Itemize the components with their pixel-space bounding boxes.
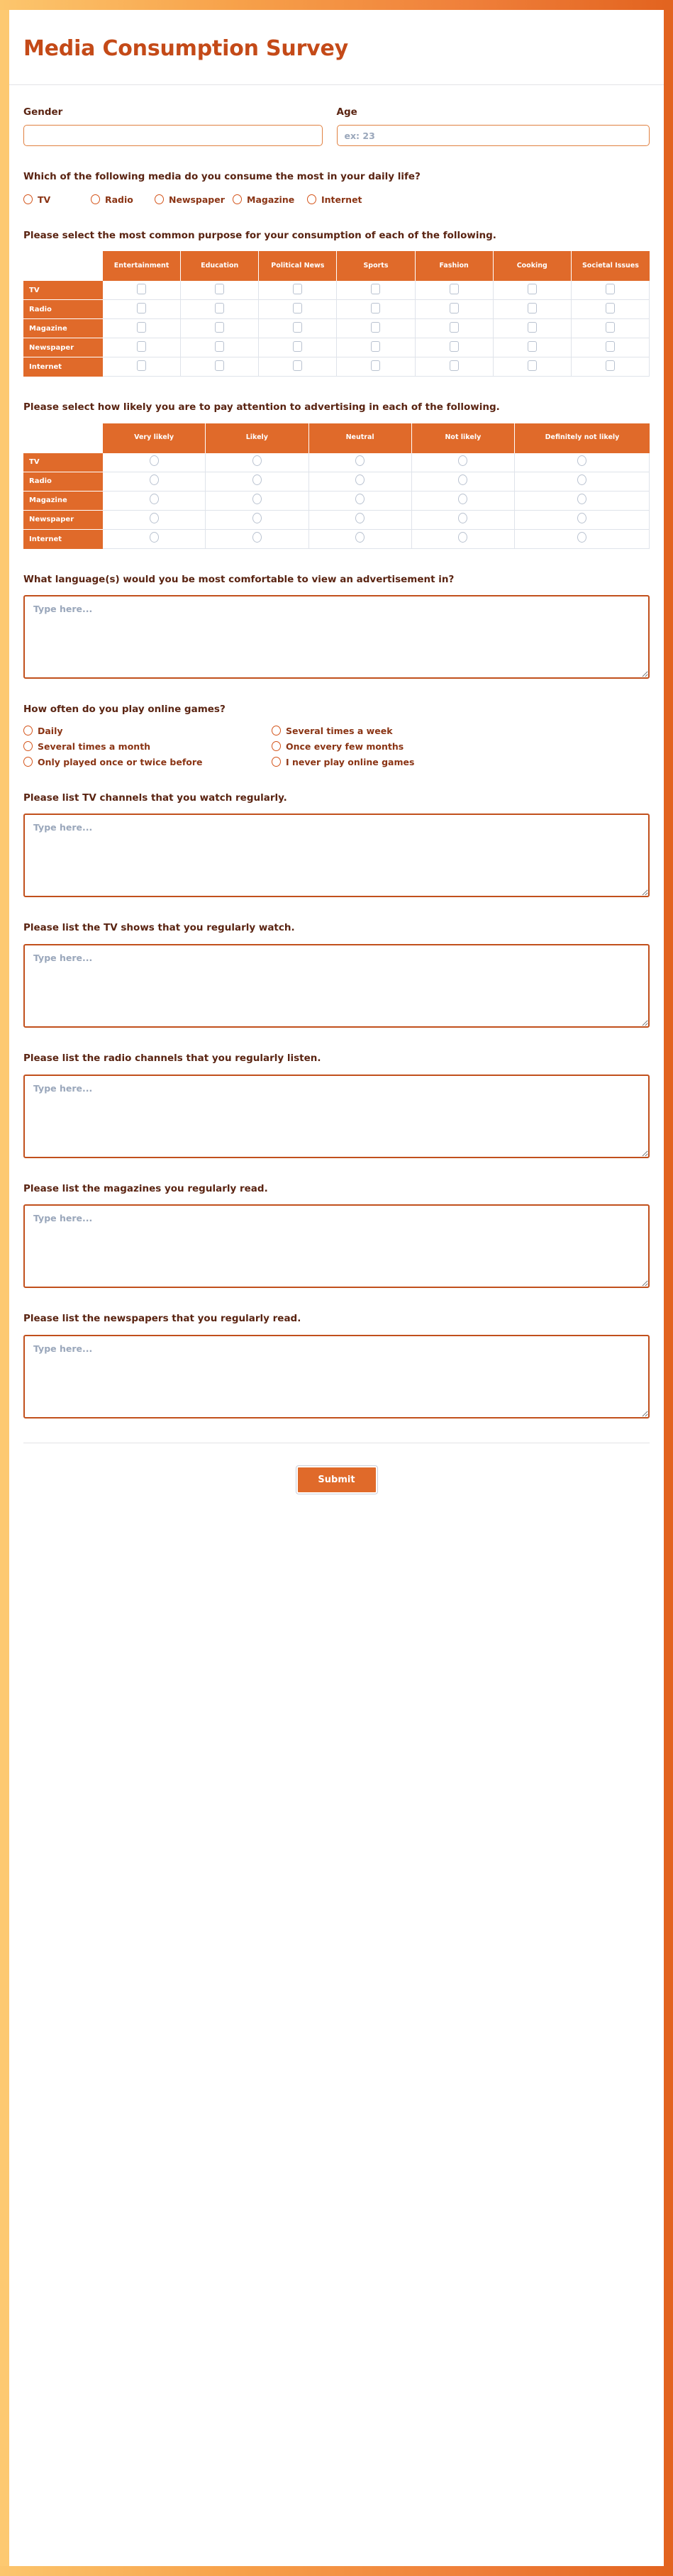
matrix-cell[interactable] <box>206 472 308 492</box>
question-label: Please list the radio channels that you regularly listen. <box>23 1052 321 1064</box>
identity-row <box>23 106 650 146</box>
matrix-cell[interactable] <box>309 511 412 530</box>
checkbox-tv-cooking[interactable] <box>528 284 537 294</box>
language-textarea[interactable] <box>23 595 650 679</box>
survey-header <box>9 10 664 85</box>
matrix-cell[interactable] <box>515 453 650 472</box>
matrix-cell[interactable] <box>181 357 259 377</box>
matrix-cell[interactable] <box>412 453 515 472</box>
matrix-cell[interactable] <box>259 319 337 338</box>
radio-option-radio[interactable] <box>91 194 155 205</box>
row-header-tv: TV <box>23 453 103 472</box>
question-label: How often do you play online games? <box>23 704 226 716</box>
table-row <box>23 300 650 319</box>
radio-circle-icon <box>272 757 281 767</box>
column-header-fashion: Fashion <box>416 251 494 281</box>
radio-option-internet[interactable] <box>307 194 362 205</box>
row-header-internet: Internet <box>23 530 103 549</box>
matrix-cell[interactable] <box>337 319 415 338</box>
matrix-cell[interactable] <box>259 357 337 377</box>
table-header-row <box>23 423 650 453</box>
table-row <box>23 511 650 530</box>
radio-circle-icon <box>307 194 316 204</box>
matrix-cell[interactable] <box>103 530 206 549</box>
radio-option-newspaper[interactable] <box>155 194 233 205</box>
column-header-political-news: Political News <box>259 251 337 281</box>
matrix-cell[interactable] <box>416 357 494 377</box>
matrix-cell[interactable] <box>309 472 412 492</box>
page-title: Media Consumption Survey <box>23 36 349 61</box>
matrix-cell[interactable] <box>103 338 181 357</box>
question-radio-channels <box>23 1052 650 1158</box>
matrix-cell[interactable] <box>572 357 650 377</box>
checkbox-magazine-fashion[interactable] <box>450 322 459 333</box>
checkbox-internet-fashion[interactable] <box>450 360 459 371</box>
matrix-cell[interactable] <box>412 472 515 492</box>
question-tv-channels <box>23 792 650 898</box>
row-header-tv: TV <box>23 281 103 300</box>
matrix-cell[interactable] <box>515 511 650 530</box>
radio-magazine-not-likely[interactable] <box>458 494 467 504</box>
radio-tv-very-likely[interactable] <box>150 455 159 466</box>
age-label: Age <box>336 106 357 118</box>
checkbox-radio-societal-issues[interactable] <box>606 303 615 313</box>
column-header-not-likely: Not likely <box>412 423 515 453</box>
table-row <box>23 338 650 357</box>
submit-button[interactable]: Submit <box>298 1467 376 1492</box>
matrix-cell[interactable] <box>412 530 515 549</box>
matrix-cell[interactable] <box>572 338 650 357</box>
checkbox-magazine-entertainment[interactable] <box>137 322 146 333</box>
matrix-cell[interactable] <box>416 281 494 300</box>
matrix-cell[interactable] <box>494 300 572 319</box>
checkbox-radio-entertainment[interactable] <box>137 303 146 313</box>
checkbox-tv-entertainment[interactable] <box>137 284 146 294</box>
radio-label: TV <box>38 194 51 205</box>
question-language <box>23 573 650 679</box>
question-label: What language(s) would you be most comfortable to view an advertisement in? <box>23 573 455 585</box>
survey-form <box>9 85 664 1526</box>
age-input[interactable] <box>337 125 650 146</box>
checkbox-tv-fashion[interactable] <box>450 284 459 294</box>
radio-internet-definitely-not-likely[interactable] <box>577 532 586 543</box>
matrix-cell[interactable] <box>103 492 206 511</box>
column-header-entertainment: Entertainment <box>103 251 181 281</box>
radio-option-once-every-few-months[interactable] <box>272 741 520 752</box>
radio-label: Only played once or twice before <box>38 756 203 767</box>
matrix-cell[interactable] <box>206 453 308 472</box>
matrix-cell[interactable] <box>515 530 650 549</box>
table-row <box>23 530 650 549</box>
row-header-magazine: Magazine <box>23 319 103 338</box>
column-header-definitely-not-likely: Definitely not likely <box>515 423 650 453</box>
radio-tv-definitely-not-likely[interactable] <box>577 455 586 466</box>
table-row <box>23 319 650 338</box>
question-label: Please select the most common purpose for your consumption of each of the following. <box>23 229 496 241</box>
matrix-cell[interactable] <box>416 338 494 357</box>
gender-field-group <box>23 106 337 146</box>
radio-newspaper-likely[interactable] <box>252 513 262 523</box>
matrix-cell[interactable] <box>103 453 206 472</box>
radio-circle-icon <box>23 726 33 735</box>
question-advertising-matrix <box>23 401 650 549</box>
matrix-cell[interactable] <box>309 453 412 472</box>
matrix-cell[interactable] <box>572 300 650 319</box>
matrix-corner-cell <box>23 423 103 453</box>
radio-newspaper-neutral[interactable] <box>355 513 365 523</box>
matrix-cell[interactable] <box>259 338 337 357</box>
matrix-cell[interactable] <box>494 319 572 338</box>
checkbox-magazine-societal-issues[interactable] <box>606 322 615 333</box>
row-header-internet: Internet <box>23 357 103 377</box>
matrix-cell[interactable] <box>181 319 259 338</box>
table-row <box>23 453 650 472</box>
question-label: Please select how likely you are to pay attention to advertising in each of the following. <box>23 401 500 413</box>
row-header-radio: Radio <box>23 300 103 319</box>
top-gradient-bar <box>0 0 673 10</box>
advertising-matrix-table <box>23 423 650 549</box>
checkbox-tv-sports[interactable] <box>371 284 380 294</box>
radio-circle-icon <box>233 194 242 204</box>
question-label: Please list the magazines you regularly read. <box>23 1182 268 1194</box>
radio-magazine-very-likely[interactable] <box>150 494 159 504</box>
matrix-cell[interactable] <box>572 319 650 338</box>
purpose-matrix-table <box>23 251 650 377</box>
survey-footer <box>23 1443 650 1526</box>
radio-circle-icon <box>91 194 100 204</box>
checkbox-newspaper-fashion[interactable] <box>450 341 459 352</box>
matrix-cell[interactable] <box>259 300 337 319</box>
checkbox-internet-political-news[interactable] <box>293 360 302 371</box>
question-purpose-matrix <box>23 229 650 377</box>
question-tv-shows <box>23 921 650 1028</box>
tv-channels-textarea[interactable] <box>23 814 650 897</box>
question-magazines <box>23 1182 650 1289</box>
checkbox-tv-societal-issues[interactable] <box>606 284 615 294</box>
checkbox-magazine-education[interactable] <box>215 322 224 333</box>
question-label: Please list the TV shows that you regularly watch. <box>23 922 295 934</box>
radio-radio-definitely-not-likely[interactable] <box>577 474 586 485</box>
matrix-cell[interactable] <box>572 281 650 300</box>
matrix-cell[interactable] <box>181 338 259 357</box>
checkbox-tv-political-news[interactable] <box>293 284 302 294</box>
table-row <box>23 472 650 492</box>
checkbox-newspaper-sports[interactable] <box>371 341 380 352</box>
radio-circle-icon <box>272 726 281 735</box>
checkbox-internet-education[interactable] <box>215 360 224 371</box>
matrix-cell[interactable] <box>103 357 181 377</box>
tv-shows-textarea[interactable] <box>23 944 650 1028</box>
radio-radio-very-likely[interactable] <box>150 474 159 485</box>
checkbox-internet-entertainment[interactable] <box>137 360 146 371</box>
matrix-corner-cell <box>23 251 103 281</box>
matrix-cell[interactable] <box>181 281 259 300</box>
advertising-matrix-head <box>23 423 650 453</box>
column-header-sports: Sports <box>337 251 415 281</box>
question-label: Please list TV channels that you watch regularly. <box>23 792 287 804</box>
checkbox-magazine-cooking[interactable] <box>528 322 537 333</box>
radio-label: Several times a month <box>38 740 151 752</box>
radio-label: Several times a week <box>286 725 393 736</box>
checkbox-newspaper-education[interactable] <box>215 341 224 352</box>
radio-option-only-played-once-or-twice[interactable] <box>23 757 272 767</box>
age-field-group <box>337 106 650 146</box>
purpose-matrix-body <box>23 281 650 377</box>
checkbox-magazine-sports[interactable] <box>371 322 380 333</box>
column-header-neutral: Neutral <box>309 423 412 453</box>
row-header-magazine: Magazine <box>23 492 103 511</box>
checkbox-internet-cooking[interactable] <box>528 360 537 371</box>
radio-label: Internet <box>321 194 362 205</box>
radio-magazine-definitely-not-likely[interactable] <box>577 494 586 504</box>
bottom-gradient-bar <box>0 2566 673 2576</box>
radio-radio-neutral[interactable] <box>355 474 365 485</box>
advertising-matrix-body <box>23 453 650 549</box>
media-radio-group <box>23 193 650 205</box>
checkbox-newspaper-cooking[interactable] <box>528 341 537 352</box>
checkbox-magazine-political-news[interactable] <box>293 322 302 333</box>
checkbox-radio-cooking[interactable] <box>528 303 537 313</box>
column-header-very-likely: Very likely <box>103 423 206 453</box>
row-header-newspaper: Newspaper <box>23 338 103 357</box>
matrix-cell[interactable] <box>337 338 415 357</box>
matrix-cell[interactable] <box>416 319 494 338</box>
gender-label: Gender <box>23 106 63 118</box>
radio-internet-neutral[interactable] <box>355 532 365 543</box>
checkbox-internet-societal-issues[interactable] <box>606 360 615 371</box>
matrix-cell[interactable] <box>103 472 206 492</box>
matrix-cell[interactable] <box>337 300 415 319</box>
matrix-cell[interactable] <box>103 300 181 319</box>
matrix-cell[interactable] <box>412 492 515 511</box>
radio-internet-likely[interactable] <box>252 532 262 543</box>
radio-label: Once every few months <box>286 740 404 752</box>
radio-internet-not-likely[interactable] <box>458 532 467 543</box>
radio-circle-icon <box>23 741 33 751</box>
matrix-cell[interactable] <box>494 281 572 300</box>
purpose-matrix-head <box>23 251 650 281</box>
row-header-newspaper: Newspaper <box>23 511 103 530</box>
radio-option-tv[interactable] <box>23 194 91 205</box>
row-header-radio: Radio <box>23 472 103 492</box>
table-row <box>23 492 650 511</box>
checkbox-radio-fashion[interactable] <box>450 303 459 313</box>
matrix-cell[interactable] <box>494 357 572 377</box>
column-header-likely: Likely <box>206 423 308 453</box>
radio-magazine-neutral[interactable] <box>355 494 365 504</box>
matrix-cell[interactable] <box>206 511 308 530</box>
magazines-textarea[interactable] <box>23 1204 650 1288</box>
radio-option-never-play-online-games[interactable] <box>272 757 520 767</box>
advertising-matrix-wrap <box>23 423 650 549</box>
radio-label: I never play online games <box>286 756 415 767</box>
matrix-cell[interactable] <box>515 472 650 492</box>
question-newspapers <box>23 1312 650 1419</box>
matrix-cell[interactable] <box>416 300 494 319</box>
gender-input[interactable] <box>23 125 323 146</box>
question-media-most <box>23 170 650 205</box>
radio-circle-icon <box>155 194 164 204</box>
checkbox-radio-political-news[interactable] <box>293 303 302 313</box>
checkbox-newspaper-political-news[interactable] <box>293 341 302 352</box>
matrix-cell[interactable] <box>412 511 515 530</box>
column-header-cooking: Cooking <box>494 251 572 281</box>
radio-newspaper-very-likely[interactable] <box>150 513 159 523</box>
radio-internet-very-likely[interactable] <box>150 532 159 543</box>
matrix-cell[interactable] <box>103 281 181 300</box>
checkbox-radio-education[interactable] <box>215 303 224 313</box>
radio-newspaper-definitely-not-likely[interactable] <box>577 513 586 523</box>
matrix-cell[interactable] <box>206 530 308 549</box>
matrix-cell[interactable] <box>103 511 206 530</box>
newspapers-textarea[interactable] <box>23 1335 650 1419</box>
survey-content <box>9 10 664 2566</box>
table-row <box>23 281 650 300</box>
matrix-cell[interactable] <box>103 319 181 338</box>
checkbox-newspaper-entertainment[interactable] <box>137 341 146 352</box>
right-border-stripe <box>664 10 673 2566</box>
matrix-cell[interactable] <box>337 357 415 377</box>
column-header-education: Education <box>181 251 259 281</box>
radio-circle-icon <box>23 757 33 767</box>
radio-label: Radio <box>105 194 133 205</box>
question-label: Please list the newspapers that you regularly read. <box>23 1313 301 1325</box>
matrix-cell[interactable] <box>309 530 412 549</box>
radio-radio-not-likely[interactable] <box>458 474 467 485</box>
radio-tv-neutral[interactable] <box>355 455 365 466</box>
radio-radio-likely[interactable] <box>252 474 262 485</box>
radio-option-magazine[interactable] <box>233 194 307 205</box>
radio-channels-textarea[interactable] <box>23 1075 650 1158</box>
radio-label: Magazine <box>247 194 295 205</box>
radio-tv-likely[interactable] <box>252 455 262 466</box>
radio-label: Newspaper <box>169 194 225 205</box>
radio-option-several-times-a-month[interactable] <box>23 741 272 752</box>
table-header-row <box>23 251 650 281</box>
checkbox-radio-sports[interactable] <box>371 303 380 313</box>
matrix-cell[interactable] <box>494 338 572 357</box>
radio-option-daily[interactable] <box>23 726 272 736</box>
matrix-cell[interactable] <box>206 492 308 511</box>
matrix-cell[interactable] <box>259 281 337 300</box>
purpose-matrix-wrap <box>23 251 650 377</box>
checkbox-newspaper-societal-issues[interactable] <box>606 341 615 352</box>
checkbox-tv-education[interactable] <box>215 284 224 294</box>
online-games-radio-group <box>23 726 520 767</box>
radio-option-several-times-a-week[interactable] <box>272 726 520 736</box>
radio-circle-icon <box>23 194 33 204</box>
table-row <box>23 357 650 377</box>
matrix-cell[interactable] <box>309 492 412 511</box>
matrix-cell[interactable] <box>515 492 650 511</box>
radio-tv-not-likely[interactable] <box>458 455 467 466</box>
radio-label: Daily <box>38 725 63 736</box>
column-header-societal-issues: Societal Issues <box>572 251 650 281</box>
matrix-cell[interactable] <box>181 300 259 319</box>
checkbox-internet-sports[interactable] <box>371 360 380 371</box>
matrix-cell[interactable] <box>337 281 415 300</box>
radio-circle-icon <box>272 741 281 751</box>
question-online-games <box>23 703 650 767</box>
radio-magazine-likely[interactable] <box>252 494 262 504</box>
left-border-stripe <box>0 10 9 2566</box>
radio-newspaper-not-likely[interactable] <box>458 513 467 523</box>
question-label: Which of the following media do you consume the most in your daily life? <box>23 171 421 182</box>
